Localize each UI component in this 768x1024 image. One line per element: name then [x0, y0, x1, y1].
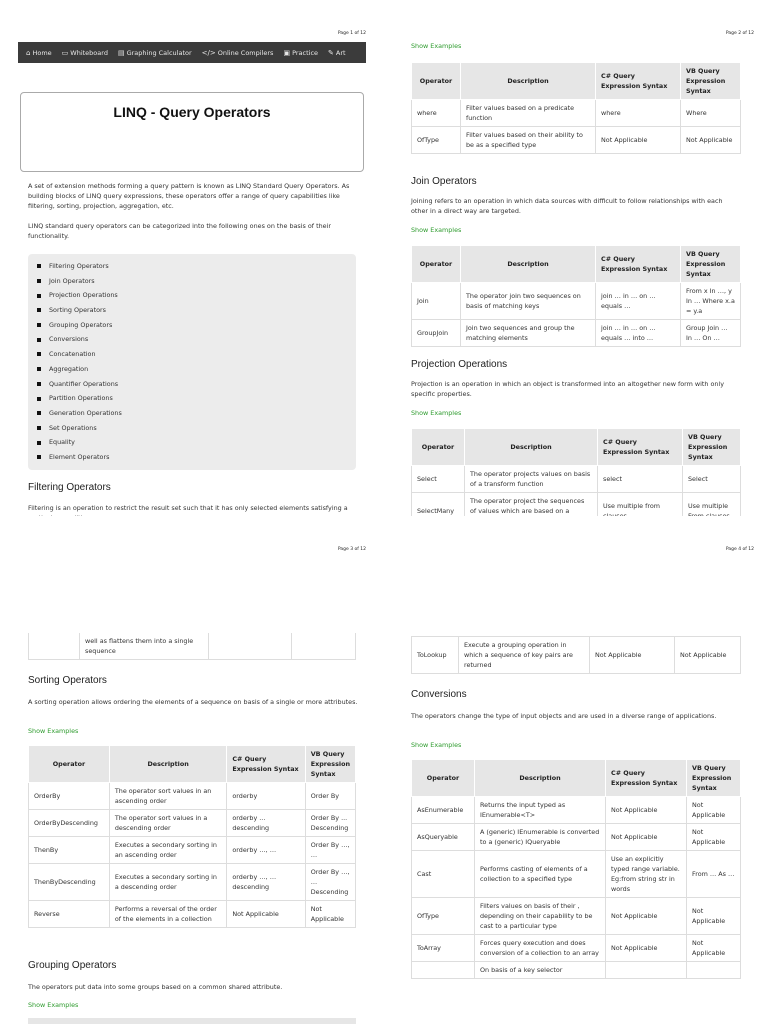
table-header-row — [412, 760, 741, 797]
table-cell: ThenBy — [29, 837, 110, 864]
category-list-item — [37, 435, 356, 450]
table-cell: Not Applicable — [606, 824, 687, 851]
table-cell: From … As … — [687, 851, 741, 898]
table-header-strip — [28, 1018, 356, 1024]
column-header: Description — [475, 760, 606, 797]
table-cell: Returns the input typed as IEnumerable<T> — [475, 797, 606, 824]
column-header: VB Query Expression Syntax — [683, 429, 741, 466]
table-cell — [412, 962, 475, 979]
table-row — [412, 898, 741, 935]
table-row — [412, 637, 741, 674]
table-cell: Select — [412, 466, 465, 493]
continued-cell: well as flattens them into a single sequence — [80, 633, 209, 660]
table-cell: ToLookup — [412, 637, 459, 674]
category-list-item — [37, 332, 356, 347]
category-list-item — [37, 377, 356, 392]
nav-item-label: Home — [32, 48, 52, 57]
show-examples-link[interactable]: Show Examples — [28, 727, 79, 735]
category-list-item — [37, 347, 356, 362]
category-list-item — [37, 274, 356, 289]
table-header-row — [412, 63, 741, 100]
continued-table — [28, 633, 356, 660]
join-paragraph: Joining refers to an operation in which data sources with difficult to follow relationships with each other in a direct way are targeted. — [411, 197, 723, 215]
bullet-icon — [37, 294, 41, 298]
nav-item-home[interactable] — [26, 49, 52, 57]
table-cell: OrderByDescending — [29, 810, 110, 837]
category-label: Aggregation — [49, 364, 89, 373]
table-cell: Not Applicable — [675, 637, 741, 674]
intro-paragraph: A set of extension methods forming a query pattern is known as LINQ Standard Query Operators. As building blocks of LINQ query expressions, these operators offer a range of query capabilities like filtering, sorting, projection, aggregation, etc. — [28, 182, 350, 210]
category-label: Conversions — [49, 335, 89, 344]
table-cell: Not Applicable — [606, 935, 687, 962]
table-row — [29, 901, 356, 928]
category-label: Grouping Operators — [49, 320, 113, 329]
bullet-icon — [37, 367, 41, 371]
bullet-icon — [37, 352, 41, 356]
page-number: Page 3 of 12 — [337, 547, 366, 552]
edit-icon: ✎ — [328, 48, 334, 57]
categories-list-box — [28, 254, 356, 470]
table-cell: A (generic) IEnumerable is converted to a (generic) IQueryable — [475, 824, 606, 851]
column-header: C# Query Expression Syntax — [227, 746, 305, 783]
table-cell: Not Applicable — [606, 898, 687, 935]
table-cell: SelectMany — [412, 493, 465, 530]
sorting-operators-table — [28, 745, 356, 928]
column-header: Operator — [412, 63, 461, 100]
bullet-icon — [37, 308, 41, 312]
nav-item-label: Graphing Calculator — [126, 48, 192, 57]
column-header: VB Query Expression Syntax — [687, 760, 741, 797]
table-cell: OrderBy — [29, 783, 110, 810]
table-cell: Not Applicable — [596, 127, 681, 154]
projection-operators-table — [411, 428, 741, 530]
category-list-item — [37, 259, 356, 274]
table-cell: join … in … on … equals … into … — [596, 320, 681, 347]
table-cell: Executes a secondary sorting in an ascending order — [109, 837, 227, 864]
table-row — [412, 962, 741, 979]
table-cell: From x In …, y In … Where x.a = y.a — [681, 283, 741, 320]
table-row — [412, 935, 741, 962]
nav-item-label: Practice — [292, 48, 319, 57]
nav-item-label: Online Compilers — [217, 48, 274, 57]
table-cell: where — [596, 100, 681, 127]
column-header: Operator — [412, 429, 465, 466]
categories-intro: LINQ standard query operators can be categorized into the following ones on the basis of their functionality. — [28, 222, 331, 240]
calculator-icon: ▤ — [117, 48, 125, 57]
category-list-item — [37, 303, 356, 318]
table-cell: ThenByDescending — [29, 864, 110, 901]
table-cell: Not Applicable — [687, 935, 741, 962]
table-cell: Not Applicable — [590, 637, 675, 674]
table-cell: The operator project the sequences of values which are based on a — [465, 493, 598, 530]
category-label: Projection Operations — [49, 291, 118, 300]
nav-item-whiteboard[interactable] — [62, 49, 108, 57]
table-header-row — [412, 246, 741, 283]
category-label: Element Operators — [49, 452, 110, 461]
category-list-item — [37, 318, 356, 333]
bullet-icon — [37, 338, 41, 342]
table-cell: Not Applicable — [606, 797, 687, 824]
table-cell: orderby — [227, 783, 305, 810]
table-cell: The operator join two sequences on basis of matching keys — [461, 283, 596, 320]
conversions-paragraph: The operators change the type of input objects and are used in a diverse range of applications. — [411, 712, 717, 720]
table-cell — [687, 962, 741, 979]
home-icon: ⌂ — [26, 48, 31, 57]
table-cell: The operator sort values in an ascending order — [109, 783, 227, 810]
table-cell: Use multiple — [683, 493, 741, 530]
bullet-icon — [37, 441, 41, 445]
table-row — [29, 864, 356, 901]
practice-icon: ▣ — [283, 48, 291, 57]
pdf-page-3 — [0, 516, 380, 1021]
column-header: Operator — [412, 246, 461, 283]
bullet-icon — [37, 264, 41, 268]
table-cell — [606, 962, 687, 979]
show-examples-link[interactable]: Show Examples — [28, 1001, 79, 1009]
page-title: LINQ - Query Operators — [113, 104, 271, 120]
page-number: Page 1 of 12 — [337, 31, 366, 36]
bullet-icon — [37, 455, 41, 459]
bullet-icon — [37, 411, 41, 415]
table-cell: orderby …, … — [227, 837, 305, 864]
bullet-icon — [37, 382, 41, 386]
category-label: Partition Operations — [49, 394, 113, 403]
category-label: Join Operators — [49, 276, 95, 285]
category-label: Quantifier Operations — [49, 379, 119, 388]
bullet-icon — [37, 426, 41, 430]
table-cell: On basis of a key selector — [475, 962, 606, 979]
table-header-row — [412, 429, 741, 466]
table-cell: Order By …, … — [305, 837, 355, 864]
bullet-icon — [37, 397, 41, 401]
table-cell: Where — [681, 100, 741, 127]
category-list-item — [37, 421, 356, 436]
category-label: Sorting Operators — [49, 306, 106, 315]
table-row — [29, 783, 356, 810]
table-row — [412, 283, 741, 320]
column-header: Operator — [29, 746, 110, 783]
column-header: C# Query Expression Syntax — [596, 63, 681, 100]
category-label: Filtering Operators — [49, 262, 109, 270]
column-header: C# Query Expression Syntax — [598, 429, 683, 466]
table-cell: Group Join … In … On … — [681, 320, 741, 347]
nav-item-label: Art — [335, 48, 346, 57]
table-cell: select — [598, 466, 683, 493]
table-cell: orderby …, … descending — [227, 864, 305, 901]
table-cell: Filter values based on their ability to be as a specified type — [461, 127, 596, 154]
projection-paragraph: Projection is an operation in which an object is transformed into an altogether new form with only specific properties. — [411, 380, 724, 398]
column-header: Description — [461, 246, 596, 283]
section-heading-join: Join Operators — [411, 176, 477, 187]
page-number: Page 2 of 12 — [725, 31, 754, 36]
table-cell: ToArray — [412, 935, 475, 962]
bullet-icon — [37, 279, 41, 283]
table-cell: Use an explicitly typed range variable. Eg:from string str in words — [606, 851, 687, 898]
code-icon: </> — [201, 48, 216, 57]
table-cell: AsEnumerable — [412, 797, 475, 824]
table-cell: Not Applicable — [687, 824, 741, 851]
sorting-paragraph: A sorting operation allows ordering the elements of a sequence on basis of a single or more attributes. — [28, 698, 358, 706]
bullet-icon — [37, 323, 41, 327]
nav-item-online-compilers[interactable] — [202, 49, 274, 57]
table-cell: Filters values on basis of their , depending on their capability to be cast to a particular type — [475, 898, 606, 935]
table-cell: Join two sequences and group the matching elements — [461, 320, 596, 347]
page-number: Page 4 of 12 — [725, 547, 754, 552]
table-cell: Select — [683, 466, 741, 493]
category-list-item — [37, 450, 356, 465]
category-label: Generation Operations — [49, 408, 122, 417]
category-label: Set Operations — [49, 423, 97, 432]
show-examples-link[interactable]: Show Examples — [411, 409, 462, 417]
table-row — [412, 797, 741, 824]
table-cell: where — [412, 100, 461, 127]
category-list-item — [37, 391, 356, 406]
category-list-item — [37, 362, 356, 377]
table-cell: orderby ... descending — [227, 810, 305, 837]
pdf-page-4 — [388, 516, 768, 1021]
table-cell: Join — [412, 283, 461, 320]
table-cell: Order By …, … Descending — [305, 864, 355, 901]
section-heading-filtering: Filtering Operators — [28, 482, 111, 493]
column-header: VB Query Expression Syntax — [681, 63, 741, 100]
show-examples-link[interactable]: Show Examples — [411, 226, 462, 234]
table-cell: Reverse — [29, 901, 110, 928]
table-row — [412, 127, 741, 154]
table-cell: The operator sort values in a descending order — [109, 810, 227, 837]
section-heading-conversions: Conversions — [411, 689, 467, 700]
category-list-item — [37, 288, 356, 303]
table-cell: OfType — [412, 127, 461, 154]
table-row — [412, 320, 741, 347]
table-cell: Performs a reversal of the order of the elements in a collection — [109, 901, 227, 928]
column-header: VB Query Expression Syntax — [681, 246, 741, 283]
section-heading-sorting: Sorting Operators — [28, 675, 107, 686]
section-heading-projection: Projection Operations — [411, 359, 508, 370]
table-row — [412, 851, 741, 898]
nav-item-practice[interactable] — [283, 49, 318, 57]
title-card — [20, 92, 364, 172]
table-cell: Not Applicable — [305, 901, 355, 928]
nav-item-art[interactable] — [328, 49, 346, 57]
table-cell: Filter values based on a predicate function — [461, 100, 596, 127]
grouping-paragraph: The operators put data into some groups based on a common shared attribute. — [28, 983, 283, 991]
nav-item-graphing-calculator[interactable] — [118, 49, 192, 57]
table-row — [29, 837, 356, 864]
table-cell: The operator projects values on basis of a transform function — [465, 466, 598, 493]
table-cell: Not Applicable — [687, 898, 741, 935]
table-cell: Not Applicable — [227, 901, 305, 928]
section-heading-grouping: Grouping Operators — [28, 960, 117, 971]
table-cell: Forces query execution and does conversion of a collection to an array — [475, 935, 606, 962]
table-header-row — [29, 746, 356, 783]
table-cell: OfType — [412, 898, 475, 935]
conversion-operators-table — [411, 759, 741, 979]
column-header: Description — [109, 746, 227, 783]
table-cell: Not Applicable — [681, 127, 741, 154]
table-cell: Cast — [412, 851, 475, 898]
column-header: Description — [465, 429, 598, 466]
filtering-paragraph: Filtering is an operation to restrict the result set such that it has only selected elements satisfying a — [28, 504, 348, 512]
pdf-page-1 — [0, 0, 380, 512]
column-header: Operator — [412, 760, 475, 797]
table-cell: Not Applicable — [687, 797, 741, 824]
grouping-continued-table — [411, 636, 741, 674]
join-operators-table — [411, 245, 741, 347]
column-header: VB Query Expression Syntax — [305, 746, 355, 783]
table-cell: Performs casting of elements of a collection to a specified type — [475, 851, 606, 898]
top-navigation-bar — [18, 42, 366, 63]
category-label: Equality — [49, 438, 75, 447]
table-cell: GroupJoin — [412, 320, 461, 347]
filtering-operators-table — [411, 62, 741, 154]
column-header: Description — [461, 63, 596, 100]
table-cell: Order By — [305, 783, 355, 810]
table-cell: Execute a grouping operation in which a sequence of key pairs are returned — [459, 637, 590, 674]
show-examples-link[interactable]: Show Examples — [411, 741, 462, 749]
table-cell: Executes a secondary sorting in a descending order — [109, 864, 227, 901]
table-row — [412, 824, 741, 851]
column-header: C# Query Expression Syntax — [606, 760, 687, 797]
table-cell: Use multiple from — [598, 493, 683, 530]
column-header: C# Query Expression Syntax — [596, 246, 681, 283]
category-label: Concatenation — [49, 350, 96, 359]
category-list-item — [37, 406, 356, 421]
table-row — [412, 466, 741, 493]
pdf-page-2 — [388, 0, 768, 515]
nav-item-label: Whiteboard — [70, 48, 108, 57]
show-examples-link[interactable]: Show Examples — [411, 42, 462, 50]
table-cell: Order By ... Descending — [305, 810, 355, 837]
table-row — [412, 100, 741, 127]
table-cell: join … in … on … equals … — [596, 283, 681, 320]
table-cell: AsQueryable — [412, 824, 475, 851]
whiteboard-icon: ▭ — [61, 48, 69, 57]
table-row — [29, 810, 356, 837]
